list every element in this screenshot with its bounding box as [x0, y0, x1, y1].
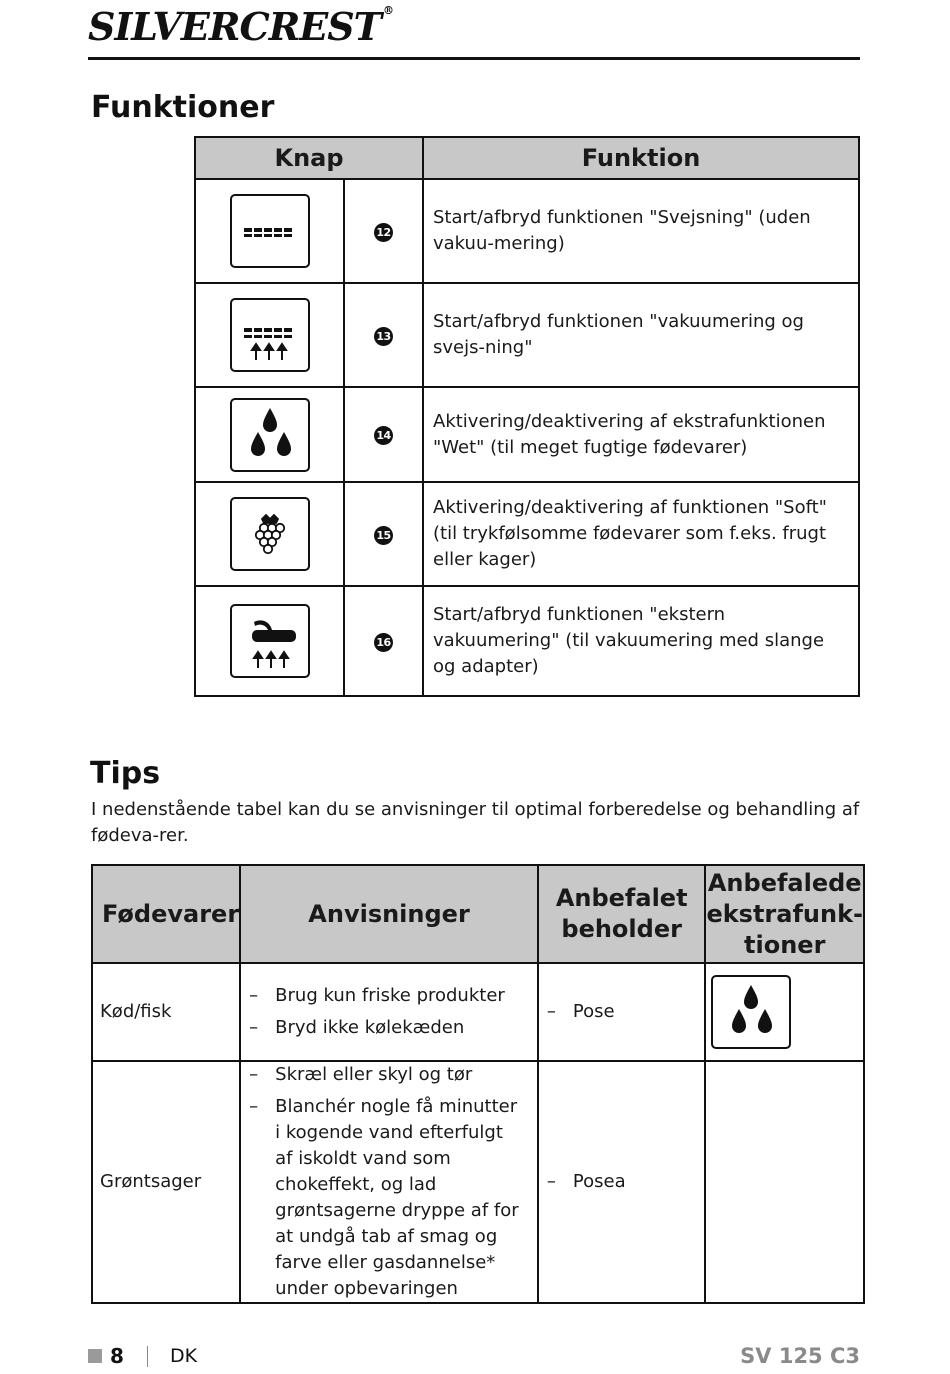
- food-cell: Kød/fisk: [92, 963, 240, 1061]
- list-item: – Bryd ikke kølekæden: [241, 1015, 537, 1041]
- model-number: SV 125 C3: [740, 1344, 860, 1368]
- number-badge: 12: [374, 223, 393, 242]
- function-description: Start/afbryd funktionen "Svejsning" (uden vakuu-mering): [423, 179, 859, 283]
- page-number: 8: [110, 1344, 124, 1368]
- container-cell: – Posea: [539, 1169, 705, 1195]
- col-header-instructions: Anvisninger: [240, 865, 538, 963]
- list-item: – Blanchér nogle få minutter i kogende vand efterfulgt af iskoldt vand som chokeffekt, og lad grøntsagerne dryppe af for at undgå tab af smag og farve eller gasdannelse* under opbevaringen: [241, 1094, 525, 1302]
- tips-table: [91, 864, 865, 1304]
- instruction-list: [241, 983, 537, 1041]
- table-row: [195, 387, 859, 482]
- function-description: Aktivering/deaktivering af ekstrafunktionen "Wet" (til meget fugtige fødevarer): [423, 387, 859, 482]
- brand-logo: SILVERCREST ®: [88, 4, 393, 49]
- table-row: [195, 482, 859, 586]
- berry-icon: [230, 497, 310, 571]
- number-badge: 14: [374, 426, 393, 445]
- food-cell: Grøntsager: [92, 1061, 240, 1303]
- table-row: [195, 586, 859, 696]
- function-description: Start/afbryd funktionen "ekstern vakuumering" (til vakuumering med slange og adapter): [423, 586, 859, 696]
- drops-icon: [711, 975, 791, 1049]
- container-cell: – Pose: [539, 999, 705, 1025]
- drops-icon: [230, 398, 310, 472]
- seal-icon: [230, 194, 310, 268]
- tips-title: Tips: [90, 756, 161, 791]
- vacuum-seal-icon: [230, 298, 310, 372]
- language-code: DK: [170, 1345, 198, 1367]
- header-rule: [88, 57, 860, 60]
- list-item: – Brug kun friske produkter: [241, 983, 537, 1009]
- footer-marker: [88, 1349, 102, 1363]
- function-description: Start/afbryd funktionen "vakuumering og svejs-ning": [423, 283, 859, 387]
- number-badge: 15: [374, 526, 393, 545]
- table-row: [195, 283, 859, 387]
- col-header-food: Fødevarer: [92, 865, 240, 963]
- table-row: [92, 963, 864, 1061]
- number-badge: 16: [374, 633, 393, 652]
- col-header-function: Funktion: [423, 137, 859, 179]
- extra-cell-empty: [705, 1061, 864, 1303]
- col-header-container: Anbefalet beholder: [538, 865, 706, 963]
- footer-divider: [147, 1346, 148, 1367]
- col-header-extra: Anbefalede ekstrafunk-tioner: [705, 865, 864, 963]
- external-vacuum-icon: [230, 604, 310, 678]
- col-header-button: Knap: [195, 137, 423, 179]
- table-row: [92, 1061, 864, 1303]
- table-row: [195, 179, 859, 283]
- functions-table: [194, 136, 860, 697]
- function-description: Aktivering/deaktivering af funktionen "Soft" (til trykfølsomme fødevarer som f.eks. frugt eller kager): [423, 482, 859, 586]
- functions-title: Funktioner: [91, 90, 275, 125]
- tips-intro: I nedenstående tabel kan du se anvisninger til optimal forberedelse og behandling af fødeva-rer.: [91, 799, 860, 846]
- number-badge: 13: [374, 327, 393, 346]
- list-item: – Skræl eller skyl og tør: [241, 1062, 525, 1088]
- instruction-list: [241, 1062, 525, 1302]
